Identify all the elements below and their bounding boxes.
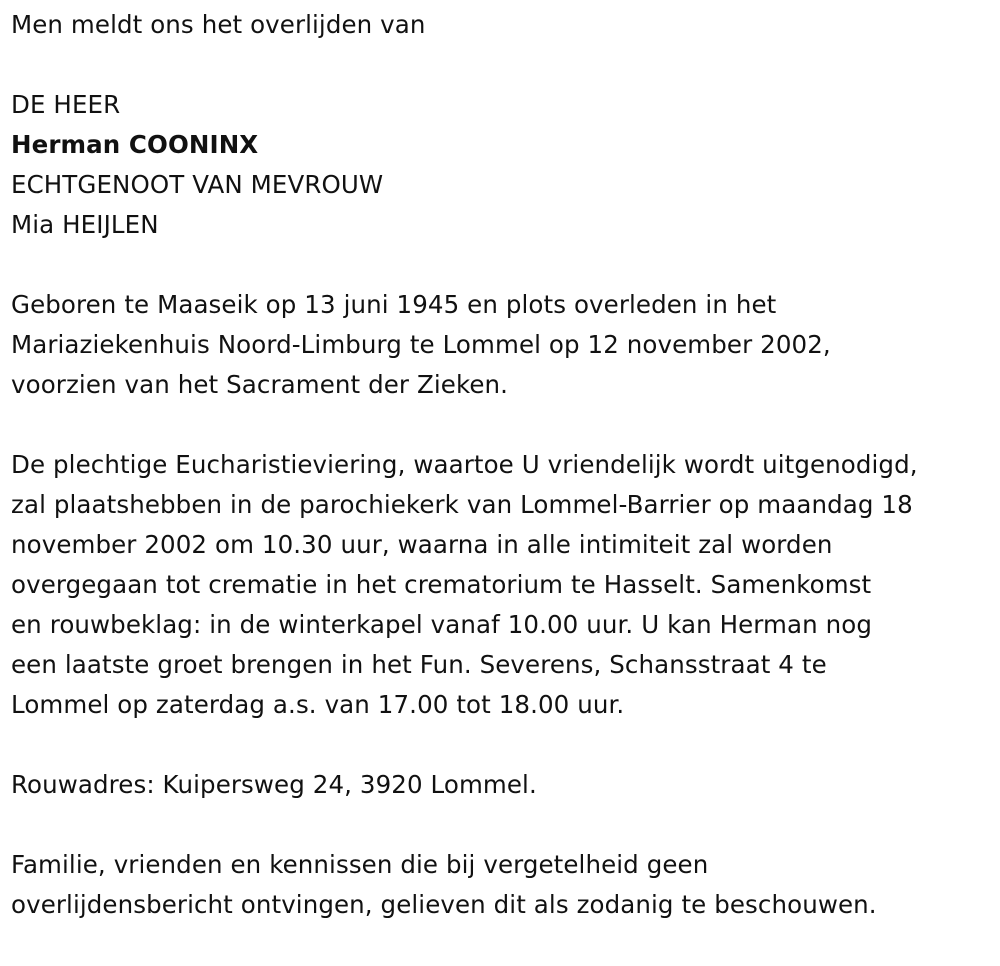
spacer (11, 800, 996, 840)
spacer (11, 720, 996, 760)
paragraph-line: zal plaatshebben in de parochiekerk van Lommel-Barrier op maandag 18 (11, 490, 913, 519)
paragraph-line: Lommel op zaterdag a.s. van 17.00 tot 18.00 uur. (11, 690, 625, 719)
intro-text: Men meldt ons het overlijden van (11, 10, 426, 39)
death-notice (11, 0, 996, 920)
paragraph-line: en rouwbeklag: in de winterkapel vanaf 10.00 uur. U kan Herman nog (11, 610, 873, 639)
closing-paragraph (11, 840, 996, 920)
paragraph-line: overlijdensbericht ontvingen, gelieven dit als zodanig te beschouwen. (11, 890, 877, 919)
honorific-title: DE HEER (11, 90, 121, 119)
mourning-address: Rouwadres: Kuipersweg 24, 3920 Lommel. (11, 770, 537, 799)
birth-death-paragraph (11, 280, 996, 400)
paragraph-line: Mariaziekenhuis Noord-Limburg te Lommel op 12 november 2002, (11, 330, 831, 359)
paragraph-line: Familie, vrienden en kennissen die bij vergetelheid geen (11, 850, 709, 879)
paragraph-line: De plechtige Eucharistieviering, waartoe U vriendelijk wordt uitgenodigd, (11, 450, 918, 479)
spouse-name: Mia HEIJLEN (11, 210, 159, 239)
spacer (11, 240, 996, 280)
ceremony-paragraph (11, 440, 996, 720)
spacer (11, 40, 996, 80)
paragraph-line: november 2002 om 10.30 uur, waarna in alle intimiteit zal worden (11, 530, 833, 559)
spouse-label: ECHTGENOOT VAN MEVROUW (11, 170, 384, 199)
spacer (11, 400, 996, 440)
paragraph-line: Geboren te Maaseik op 13 juni 1945 en plots overleden in het (11, 290, 777, 319)
paragraph-line: overgegaan tot crematie in het crematorium te Hasselt. Samenkomst (11, 570, 872, 599)
paragraph-line: een laatste groet brengen in het Fun. Severens, Schansstraat 4 te (11, 650, 827, 679)
paragraph-line: voorzien van het Sacrament der Zieken. (11, 370, 509, 399)
deceased-name: Herman COONINX (11, 130, 259, 159)
